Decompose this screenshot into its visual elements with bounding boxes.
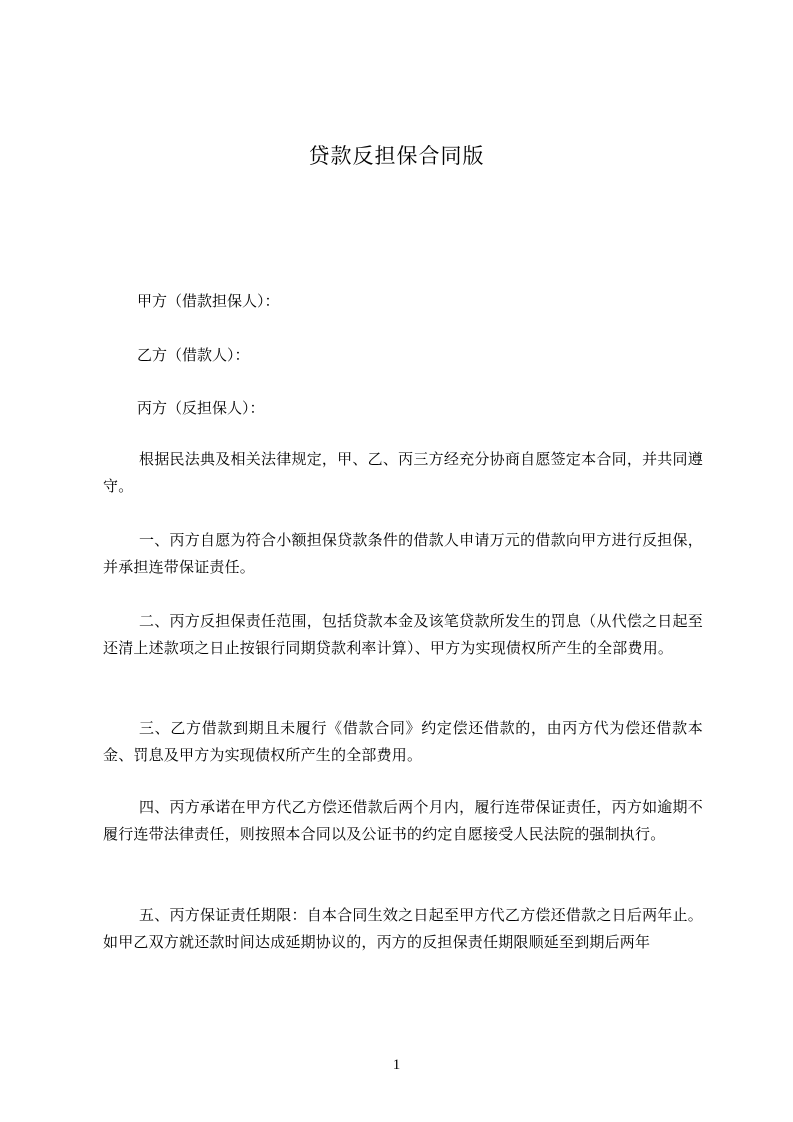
preamble-paragraph: 根据民法典及相关法律规定，甲、乙、丙三方经充分协商自愿签定本合同，并共同遵守。 [103,450,703,495]
document-title: 贷款反担保合同版 [308,144,485,168]
clause-5-paragraph: 五、丙方保证责任期限：自本合同生效之日起至甲方代乙方偿还借款之日后两年止。如甲乙双方就还款时间达成延期协议的，丙方的反担保责任期限顺延至到期后两年 [103,906,703,951]
clause-2-paragraph: 二、丙方反担保责任范围，包括贷款本金及该笔贷款所发生的罚息（从代偿之日起至还清上述款项之日止按银行同期贷款利率计算）、甲方为实现债权所产生的全部费用。 [103,612,703,657]
party-b-line: 乙方（借款人）： [137,346,250,364]
clause-1-paragraph: 一、丙方自愿为符合小额担保贷款条件的借款人申请万元的借款向甲方进行反担保，并承担连带保证责任。 [103,531,703,576]
party-a-line: 甲方（借款担保人）： [137,292,280,310]
party-c-line: 丙方（反担保人）： [137,399,265,417]
page-number: 1 [392,1057,401,1073]
clause-3-paragraph: 三、乙方借款到期且未履行《借款合同》约定偿还借款的，由丙方代为偿还借款本金、罚息及甲方为实现债权所产生的全部费用。 [103,719,703,764]
clause-4-paragraph: 四、丙方承诺在甲方代乙方偿还借款后两个月内，履行连带保证责任，丙方如逾期不履行连带法律责任，则按照本合同以及公证书的约定自愿接受人民法院的强制执行。 [103,798,703,843]
